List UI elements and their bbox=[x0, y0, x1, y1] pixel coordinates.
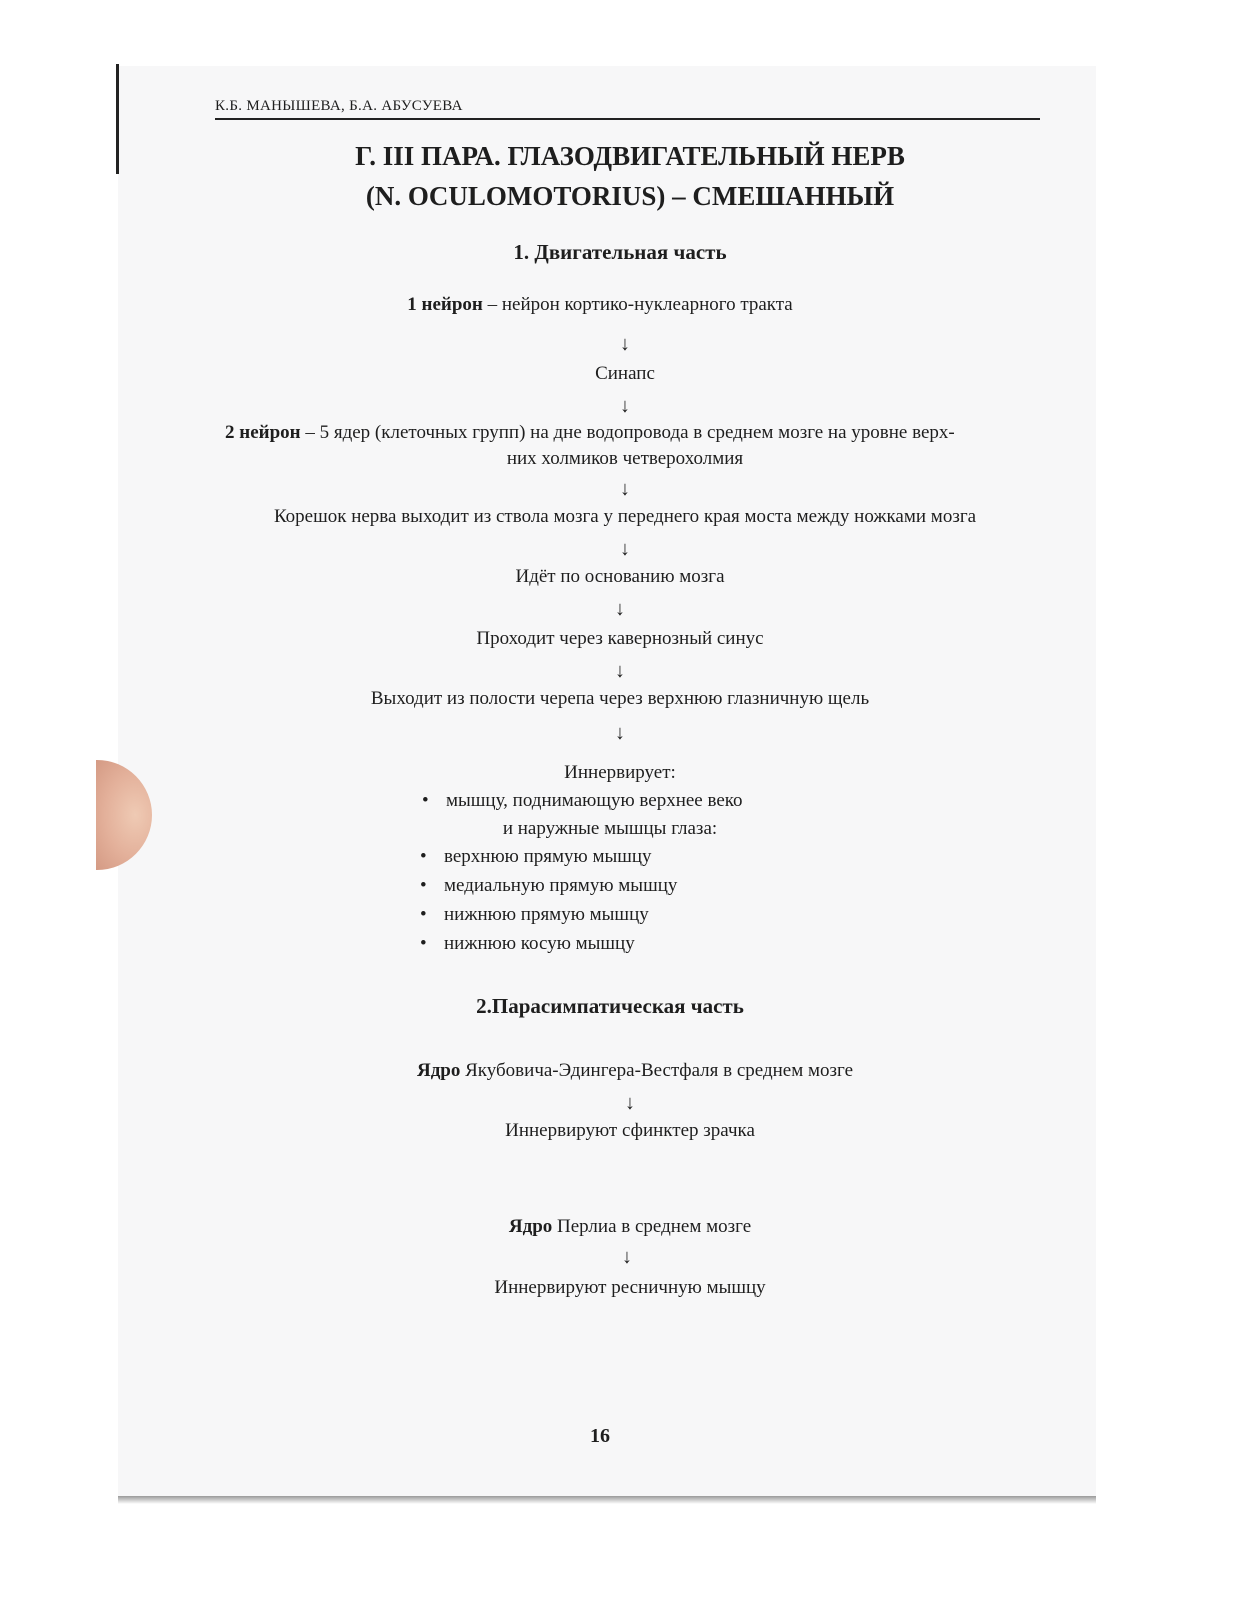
nucleus1-label: Ядро bbox=[416, 1060, 461, 1081]
nucleus1-line bbox=[380, 1060, 890, 1082]
levator-cont: и наружные мышцы глаза: bbox=[502, 818, 718, 839]
list-item: • нижнюю прямую мышцу bbox=[420, 900, 677, 929]
motor-heading: 1. Двигательная часть bbox=[513, 240, 727, 264]
title-line-1: Г. III ПАРА. ГЛАЗОДВИГАТЕЛЬНЫЙ НЕРВ bbox=[355, 141, 905, 171]
arrow-icon: ↓ bbox=[620, 478, 630, 500]
target2-text: Иннервируют ресничную мышцу bbox=[494, 1277, 766, 1298]
arrow-icon: ↓ bbox=[620, 395, 630, 417]
list-item: • мышцу, поднимающую верхнее веко bbox=[422, 786, 743, 815]
page-title bbox=[330, 136, 930, 216]
page-number: 16 bbox=[590, 1425, 610, 1447]
list-item: • нижнюю косую мышцу bbox=[420, 929, 677, 958]
neuron2-text-cont: них холмиков четверохолмия bbox=[506, 448, 744, 469]
neuron2-label: 2 нейрон bbox=[225, 422, 301, 443]
neuron1-label: 1 нейрон bbox=[407, 294, 483, 315]
arrow-icon: ↓ bbox=[620, 333, 630, 355]
page-shadow bbox=[118, 1496, 1096, 1504]
arrow-icon: ↓ bbox=[620, 538, 630, 560]
arrow-icon: ↓ bbox=[625, 1092, 635, 1114]
nucleus1-text: Якубовича-Эдингера-Вестфаля в среднем мозге bbox=[460, 1060, 854, 1081]
target1-text: Иннервируют сфинктер зрачка bbox=[505, 1120, 755, 1141]
arrow-icon: ↓ bbox=[615, 660, 625, 682]
arrow-icon: ↓ bbox=[615, 598, 625, 620]
page-edge bbox=[116, 64, 119, 174]
running-header: К.Б. МАНЫШЕВА, Б.А. АБУСУЕВА bbox=[215, 98, 1040, 120]
exit-text: Выходит из полости черепа через верхнюю глазничную щель bbox=[370, 688, 870, 709]
title-line-2: (N. OCULOMOTORIUS) – СМЕШАННЫЙ bbox=[365, 181, 895, 211]
list-item: • медиальную прямую мышцу bbox=[420, 871, 677, 900]
innervates-label: Иннервирует: bbox=[564, 762, 676, 783]
base-text: Идёт по основанию мозга bbox=[515, 566, 725, 587]
nucleus2-line bbox=[480, 1216, 780, 1238]
nucleus2-text: Перлиа в среднем мозге bbox=[552, 1216, 752, 1237]
neuron1-text: – нейрон кортико-нуклеарного тракта bbox=[482, 294, 793, 315]
neuron1-line bbox=[330, 294, 870, 316]
neuron2-text: – 5 ядер (клеточных групп) на дне водопровода в среднем мозге на уровне верх- bbox=[300, 422, 955, 443]
sinus-text: Проходит через кавернозный синус bbox=[476, 628, 764, 649]
parasym-heading: 2.Парасимпатическая часть bbox=[476, 994, 744, 1018]
nucleus2-label: Ядро bbox=[508, 1216, 553, 1237]
levator-list bbox=[422, 786, 743, 815]
arrow-icon: ↓ bbox=[615, 722, 625, 744]
muscles-list bbox=[420, 842, 677, 958]
synapse-text: Синапс bbox=[595, 363, 655, 384]
neuron2-line bbox=[225, 422, 1025, 444]
arrow-icon: ↓ bbox=[622, 1246, 632, 1268]
root-text: Корешок нерва выходит из ствола мозга у переднего края моста между ножками мозга bbox=[273, 506, 977, 527]
list-item: • верхнюю прямую мышцу bbox=[420, 842, 677, 871]
